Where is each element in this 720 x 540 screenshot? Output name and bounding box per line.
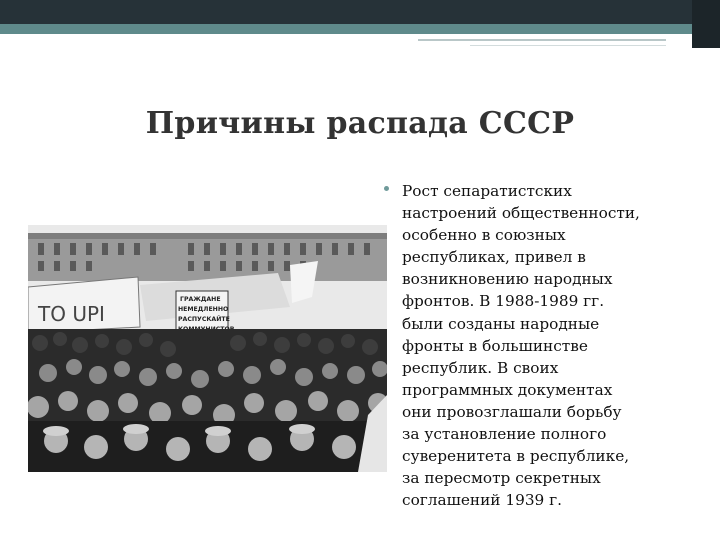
sign-line: ГРАЖДАНЕ [180,296,221,303]
bullet-line: они провозглашали борьбу [402,402,622,421]
corner-decoration [692,0,720,48]
decorative-line [418,39,666,41]
bullet-line: программных документах [402,380,613,399]
top-accent-bar [0,24,720,34]
bullet-line: настроений общественности, [402,204,640,223]
bullet-marker [384,186,389,191]
banner-text: TO UPI [38,302,105,326]
bullet-line: суверенитета в республике, [402,447,630,466]
slide-title: Причины распада СССР [145,106,575,141]
sign-line: НЕМЕДЛЕННО [178,306,229,313]
bullet-line: за пересмотр секретных [402,469,601,488]
bullet-line: фронты в большинстве [402,336,588,355]
bullet-line: Рост сепаратистских [402,182,572,200]
decorative-line [470,45,666,46]
bullet-line: фронтов. В 1988-1989 гг. [402,292,605,311]
bullet-line: республиках, привел в [402,248,586,267]
protest-photo [28,225,387,472]
top-decorative-bar [0,0,720,24]
bullet-paragraph [402,180,692,511]
bullet-line: возникновению народных [402,270,613,289]
sign-line: РАСПУСКАЙТЕ [178,316,230,323]
bullet-line: республик. В своих [402,358,559,377]
bullet-line: за установление полного [402,425,607,444]
bullet-line: соглашений 1939 г. [402,491,563,510]
bullet-line: были созданы народные [402,314,600,333]
bullet-line: особенно в союзных [402,226,566,245]
